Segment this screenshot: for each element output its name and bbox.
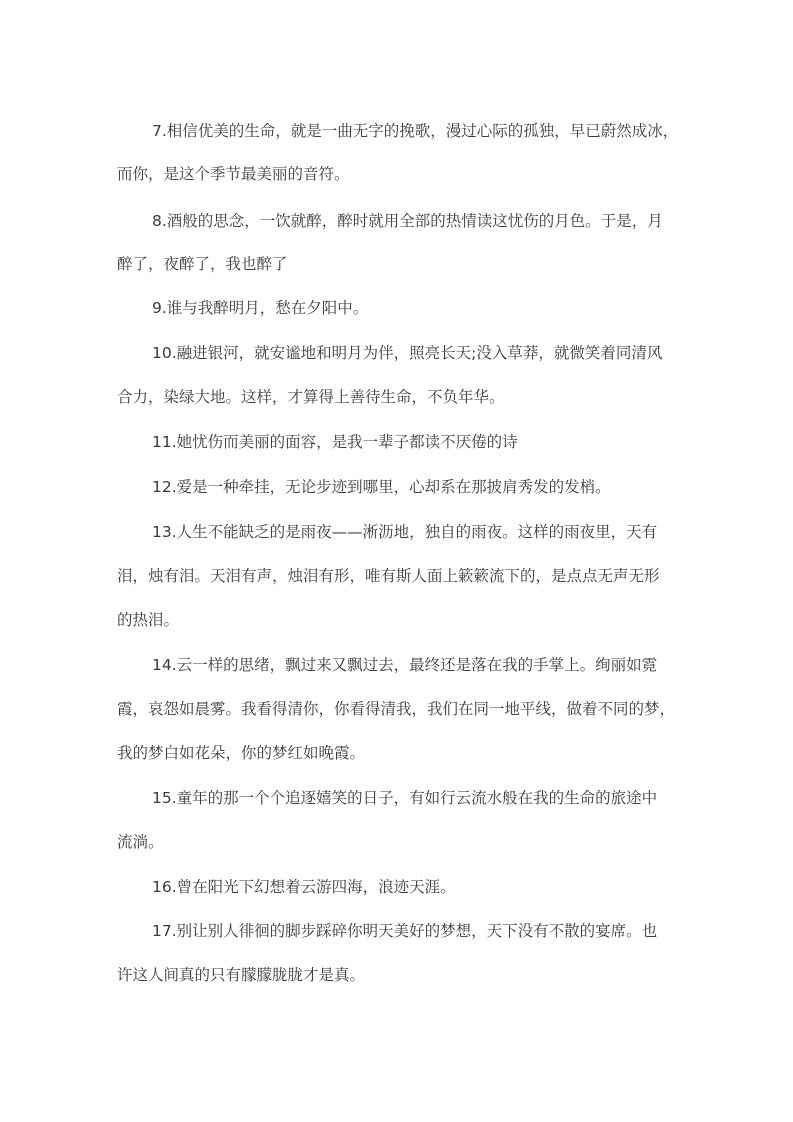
paragraph-line: 流淌。 <box>117 833 164 851</box>
paragraph-line: 14.云一样的思绪，飘过来又飘过去，最终还是落在我的手掌上。绚丽如霓 <box>152 656 658 674</box>
paragraph-line: 醉了，夜醉了，我也醉了 <box>117 255 288 273</box>
paragraph-line: 11.她忧伤而美丽的面容，是我一辈子都读不厌倦的诗 <box>152 433 518 451</box>
paragraph-line: 16.曾在阳光下幻想着云游四海，浪迹天涯。 <box>152 878 456 896</box>
paragraph-line: 许这人间真的只有朦朦胧胧才是真。 <box>117 966 366 984</box>
paragraph-line: 7.相信优美的生命，就是一曲无字的挽歌，漫过心际的孤独，早已蔚然成冰， <box>152 122 679 140</box>
paragraph-line: 合力，染绿大地。这样，才算得上善待生命，不负年华。 <box>117 388 505 406</box>
paragraph-line: 10.融进银河，就安谧地和明月为伴，照亮长天;没入草莽，就微笑着同清风 <box>152 344 663 362</box>
paragraph-line: 12.爱是一种牵挂，无论步迹到哪里，心却系在那披肩秀发的发梢。 <box>152 478 611 496</box>
paragraph-line: 而你，是这个季节最美丽的音符。 <box>117 165 350 183</box>
paragraph-line: 泪，烛有泪。天泪有声，烛泪有形，唯有斯人面上簌簌流下的，是点点无声无形 <box>117 567 660 585</box>
paragraph-line: 的热泪。 <box>117 611 180 629</box>
paragraph-line: 13.人生不能缺乏的是雨夜——淅沥地，独自的雨夜。这样的雨夜里，天有 <box>152 523 658 541</box>
paragraph-line: 15.童年的那一个个追逐嬉笑的日子，有如行云流水般在我的生命的旅途中 <box>152 789 658 807</box>
paragraph-line: 我的梦白如花朵，你的梦红如晚霞。 <box>117 744 366 762</box>
paragraph-line: 8.酒般的思念，一饮就醉，醉时就用全部的热情读这忧伤的月色。于是，月 <box>152 212 663 230</box>
paragraph-line: 17.别让别人徘徊的脚步踩碎你明天美好的梦想，天下没有不散的宴席。也 <box>152 922 658 940</box>
paragraph-line: 霞，哀怨如晨雾。我看得清你，你看得清我，我们在同一地平线，做着不同的梦， <box>117 700 676 718</box>
paragraph-line: 9.谁与我醉明月，愁在夕阳中。 <box>152 299 369 317</box>
